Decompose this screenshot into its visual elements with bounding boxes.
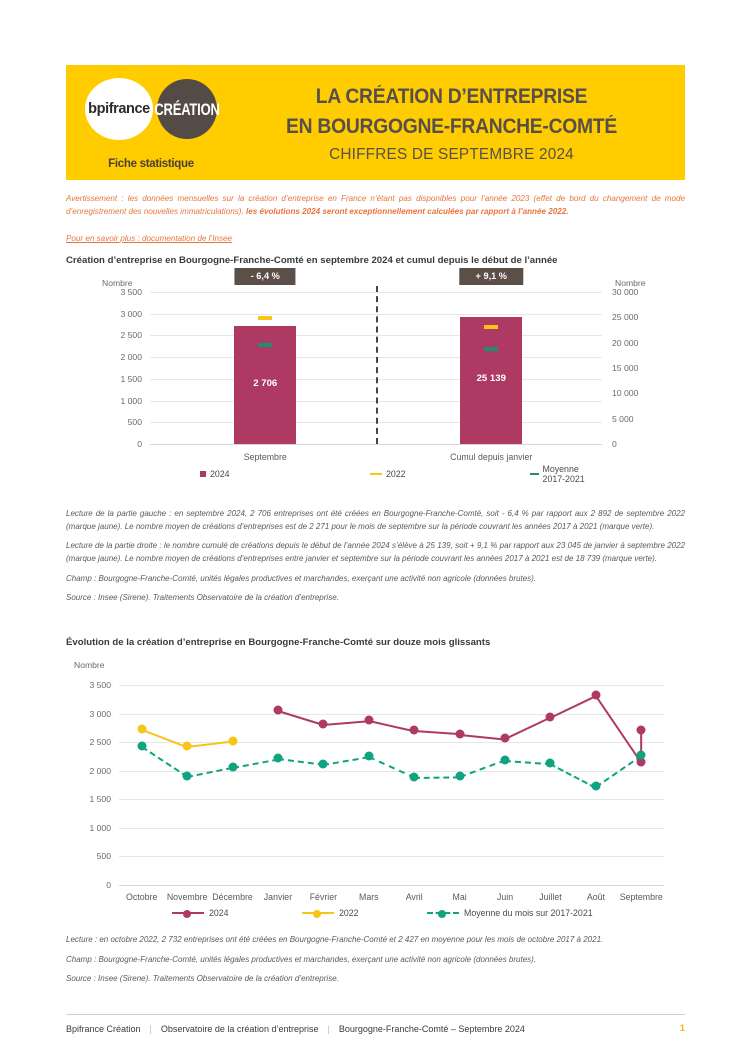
chart2-xcat-label: Décembre (212, 892, 253, 902)
note-lecture-gauche: Lecture de la partie gauche : en septembre 2024, 2 706 entreprises ont été créées en Bourgogne-Franche-Comté, soit - 6,4 % par rapport aux 2 892 de septembre 2022 (marque jaune). Le nombre moyen de créations d’entreprises est de 2 271 pour le mois de septembre sur la période couvrant les années 2017 à 2021 (marque verte). (66, 509, 685, 531)
line-segment (323, 720, 369, 725)
chart1-ytick-right: 30 000 (612, 287, 639, 297)
note-source-1: Source : Insee (Sirene). Traitements Observatoire de la création d’entreprise. (66, 593, 339, 603)
data-point (455, 772, 464, 781)
line-segment (505, 717, 551, 740)
header-title-zone (236, 65, 685, 164)
legend-item (172, 908, 229, 918)
chart2-xcat-label: Septembre (619, 892, 663, 902)
line-segment (414, 730, 460, 735)
legend-label: 2022 (339, 908, 359, 918)
marker-moyenne-2017-2021 (484, 347, 498, 351)
notice-text-part1: Avertissement : les données mensuelles sur la création d’entreprise en France n’étant pas disponibles pour l’année 2023 (effet de bord du changement de mode d’enregistrement des nouvelles immatriculations), (66, 194, 685, 217)
page-header (66, 65, 685, 180)
legend-swatch (530, 473, 539, 476)
gridline (119, 828, 664, 829)
data-point (591, 691, 600, 700)
legend-swatch (200, 471, 206, 477)
evolution-badge: + 9,1 % (460, 268, 523, 285)
line-segment (550, 695, 596, 718)
footer-item-region: Bourgogne-Franche-Comté – Septembre 2024 (338, 1023, 525, 1034)
chart1-ytick-right: 20 000 (612, 337, 639, 348)
chart1-xcat-label: Cumul depuis janvier (450, 452, 533, 462)
legend-label: 2022 (386, 469, 406, 479)
data-point (501, 755, 510, 764)
note-source-2: Source : Insee (Sirene). Traitements Observatoire de la création d’entreprise. (66, 974, 339, 984)
page-footer (66, 1014, 685, 1034)
line-segment (414, 776, 459, 779)
legend-label: Moyenne 2017-2021 (542, 464, 585, 484)
bar-value-label: 2 706 (253, 378, 278, 390)
chart1-right-axis-label: Nombre (615, 278, 646, 288)
legend-line-swatch (172, 908, 204, 918)
line-segment (278, 758, 324, 766)
bpifrance-logo-text: bpifrance (88, 101, 150, 117)
legend-line-swatch (302, 908, 334, 918)
chart2-xcat-label: Mars (359, 892, 379, 902)
data-point (228, 736, 237, 745)
gridline (119, 742, 664, 743)
chart2-ytick: 3 500 (89, 680, 111, 690)
line-segment (278, 710, 324, 726)
documentation-insee-link[interactable]: Pour en savoir plus : documentation de l’Insee (66, 234, 233, 243)
line-segment (368, 757, 414, 779)
chart1-ytick-left: 1 500 (120, 373, 142, 384)
gridline (119, 799, 664, 800)
footer-item-observatoire: Observatoire de la création d’entreprise (160, 1023, 319, 1034)
line-segment (232, 758, 278, 769)
bpifrance-logo (85, 78, 153, 140)
page-title-line2: EN BOURGOGNE-FRANCHE-COMTÉ (286, 114, 617, 138)
data-point (364, 716, 373, 725)
data-point (137, 724, 146, 733)
legend-dot (438, 910, 446, 918)
chart2-xcat-label: Juillet (539, 892, 562, 902)
data-point (273, 705, 282, 714)
chart1-ytick-right: 25 000 (612, 312, 639, 323)
data-point (137, 742, 146, 751)
chart1-xcat-label: Septembre (243, 452, 287, 462)
bar-chart-container (66, 271, 685, 464)
chart2-ytick: 1 000 (89, 822, 111, 833)
avertissement-notice (66, 192, 685, 218)
note-lecture-2: Lecture : en octobre 2022, 2 732 entreprises ont été créées en Bourgogne-Franche-Comté et 2 427 en moyenne pour les mois de octobre 2017 à 2021. (66, 935, 604, 944)
creation-logo (154, 79, 220, 139)
chart2-footnotes (66, 934, 685, 986)
legend-line-swatch (427, 908, 459, 918)
data-point (319, 719, 328, 728)
data-point (410, 773, 419, 782)
legend-dot (313, 910, 321, 918)
fiche-statistique-label: Fiche statistique (108, 158, 194, 170)
notice-text-bold: les évolutions 2024 seront exceptionnellement calculées par rapport à l’année 2022. (245, 207, 569, 217)
evolution-badge: - 6,4 % (235, 268, 296, 285)
chart2-xcat-label: Novembre (166, 892, 208, 902)
chart1-left-axis-label: Nombre (102, 278, 133, 288)
chart2-xcat-label: Juin (496, 892, 514, 902)
line-segment (369, 720, 415, 732)
chart1-ytick-left: 3 500 (120, 287, 142, 297)
legend-item (427, 908, 593, 918)
chart1-ytick-left: 0 (137, 439, 142, 449)
gridline (119, 771, 664, 772)
note-champ-1: Champ : Bourgogne-Franche-Comté, unités légales productives et marchandes, exerçant une activité non agricole (données brutes). (66, 573, 537, 583)
data-point (319, 760, 328, 769)
chart2-ytick: 2 500 (89, 737, 111, 748)
chart1-ytick-left: 3 000 (120, 308, 142, 319)
chart2-ytick: 2 000 (89, 765, 111, 776)
chart2-ytick: 1 500 (89, 794, 111, 805)
chart1-ytick-left: 2 000 (120, 352, 142, 363)
gridline (119, 685, 664, 686)
data-point (410, 726, 419, 735)
chart2-ytick: 500 (96, 851, 111, 862)
chart2-xcat-label: Mai (452, 892, 467, 902)
marker-moyenne-2017-2021 (258, 343, 272, 347)
page-subtitle: CHIFFRES DE SEPTEMBRE 2024 (329, 145, 574, 163)
legend-label: Moyenne du mois sur 2017-2021 (464, 908, 593, 918)
chart2-xcat-label: Janvier (263, 892, 293, 902)
chart2-xcat-label: Février (309, 892, 338, 902)
chart1-title: Création d’entreprise en Bourgogne-Franche-Comté en septembre 2024 et cumul depuis le début de l’année (66, 255, 558, 266)
line-segment (505, 760, 551, 765)
chart2-axis-label: Nombre (74, 660, 105, 670)
chart1-ytick-right: 10 000 (612, 388, 639, 399)
line-segment (141, 729, 187, 748)
data-point (273, 754, 282, 763)
line-chart-container (66, 660, 685, 910)
line-segment (595, 755, 642, 788)
footer-separator-1: | (149, 1023, 152, 1034)
chart1-ytick-right: 0 (612, 439, 617, 449)
data-point (183, 772, 192, 781)
gridline (119, 856, 664, 857)
marker-2022 (258, 316, 272, 320)
chart1-ytick-left: 1 000 (120, 395, 142, 406)
gridline (119, 714, 664, 715)
logo-circles (85, 78, 220, 140)
data-point (228, 763, 237, 772)
line-segment (141, 746, 188, 777)
footer-separator-2: | (327, 1023, 330, 1034)
chart1-ytick-left: 500 (127, 417, 142, 428)
chart2-xcat-label: Août (586, 892, 605, 902)
bar-value-label: 25 139 (476, 372, 506, 384)
marker-2022 (484, 325, 498, 329)
note-champ-2: Champ : Bourgogne-Franche-Comté, unités légales productives et marchandes, exerçant une activité non agricole (données brutes). (66, 954, 537, 964)
chart2-ytick: 3 000 (89, 708, 111, 719)
logo-zone (66, 65, 236, 180)
chart2-xcat-label: Octobre (126, 892, 158, 902)
chart1-ytick-right: 15 000 (612, 363, 639, 373)
legend-item (302, 908, 359, 918)
data-point (591, 782, 600, 791)
chart2-title: Évolution de la création d’entreprise en Bourgogne-Franche-Comté sur douze mois glissants (66, 637, 491, 648)
legend-item (530, 464, 600, 484)
data-point (501, 734, 510, 743)
legend-dot (183, 910, 191, 918)
chart1-ytick-left: 2 500 (120, 330, 142, 341)
chart1-footnotes (66, 508, 685, 605)
chart2-ytick: 0 (106, 880, 111, 890)
legend-item (200, 469, 230, 479)
line-segment (187, 767, 233, 778)
chart1-ytick-right: 5 000 (612, 413, 634, 424)
chart1-center-divider (376, 286, 378, 444)
creation-logo-text: CRÉATION (154, 99, 220, 119)
line-segment (550, 763, 596, 788)
data-point (364, 752, 373, 761)
line-segment (460, 734, 506, 740)
data-point (546, 712, 555, 721)
page-number: 1 (679, 1023, 685, 1034)
data-point (637, 726, 646, 735)
data-point (637, 751, 646, 760)
data-point (546, 758, 555, 767)
data-point (183, 742, 192, 751)
note-lecture-droite: Lecture de la partie droite : le nombre cumulé de créations depuis le début de l’année 2024 s’élève à 25 139, soit + 9,1 % par rapport aux 23 045 de janvier à septembre 2022 (marque jaune). Le nombre moyen de créations d’entreprises entre janvier et septembre sur la période couvrant les années 2017 à 2021 est de 18 739 (marque verte). (66, 541, 685, 563)
gridline (119, 885, 664, 886)
legend-label: 2024 (209, 908, 229, 918)
bar-2024 (460, 317, 522, 444)
line-chart-plot (89, 680, 664, 902)
chart2-xcat-label: Avril (405, 892, 423, 902)
legend-label: 2024 (210, 469, 230, 479)
legend-item (370, 469, 406, 479)
footer-item-bpifrance: Bpifrance Création (66, 1023, 141, 1034)
line-segment (323, 756, 369, 766)
line-segment (459, 760, 505, 779)
page-title-line1: LA CRÉATION D’ENTREPRISE (315, 85, 588, 108)
line-segment (595, 695, 642, 763)
gridline (150, 444, 602, 445)
data-point (455, 729, 464, 738)
legend-swatch (370, 473, 382, 476)
